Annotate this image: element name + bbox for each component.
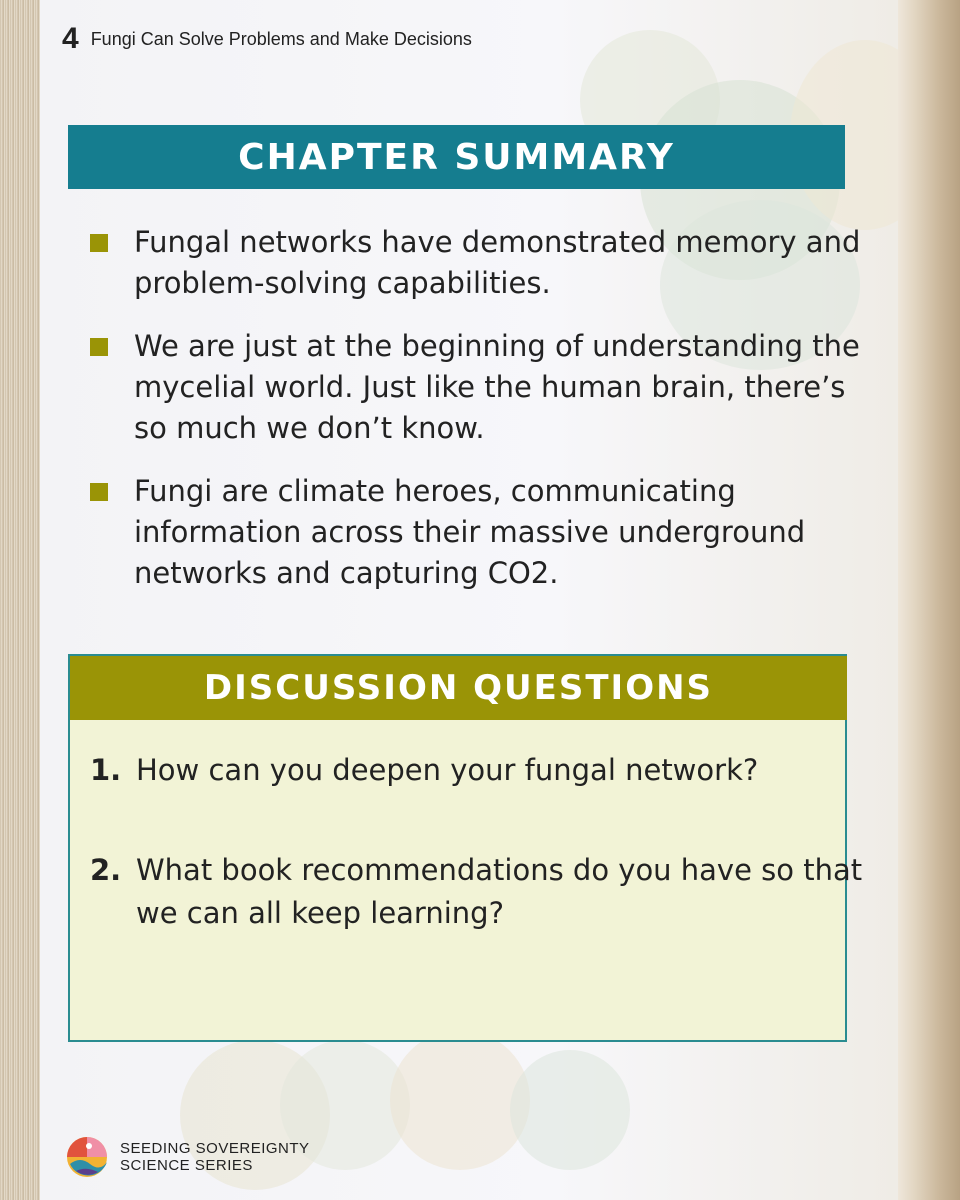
list-item — [90, 222, 870, 304]
summary-item-text: We are just at the beginning of understanding the mycelial world. Just like the human brain, there’s so much we don’t know. — [134, 329, 860, 445]
discussion-questions-heading: DISCUSSION QUESTIONS — [70, 656, 847, 720]
square-bullet-icon — [90, 483, 108, 501]
summary-item-text: Fungi are climate heroes, communicating information across their massive underground networks and capturing CO2. — [134, 474, 806, 590]
molecule-decoration — [510, 1050, 630, 1170]
book-page — [40, 0, 898, 1200]
list-item — [90, 326, 870, 449]
chapter-number: 4 — [62, 22, 79, 55]
molecule-decoration — [390, 1030, 530, 1170]
chapter-title: Fungi Can Solve Problems and Make Decisions — [90, 28, 472, 49]
question-item — [90, 849, 876, 935]
summary-item-text: Fungal networks have demonstrated memory and problem-solving capabilities. — [134, 225, 861, 300]
summary-list — [90, 222, 870, 594]
series-name — [120, 1140, 310, 1174]
question-number: 1. — [90, 753, 122, 787]
list-item — [90, 471, 870, 594]
square-bullet-icon — [90, 234, 108, 252]
square-bullet-icon — [90, 338, 108, 356]
discussion-questions-box — [68, 654, 863, 1042]
chapter-header — [62, 22, 472, 56]
book-page-curl — [890, 0, 960, 1200]
series-name-line1: SEEDING SOVEREIGNTY — [120, 1140, 310, 1157]
question-text: What book recommendations do you have so that we can all keep learning? — [136, 853, 863, 930]
question-text: How can you deepen your fungal network? — [136, 753, 759, 787]
series-footer — [66, 1136, 310, 1178]
question-item — [90, 749, 876, 792]
question-number: 2. — [90, 853, 122, 887]
chapter-summary-heading: CHAPTER SUMMARY — [68, 125, 845, 189]
series-name-line2: SCIENCE SERIES — [120, 1157, 253, 1174]
seeding-sovereignty-logo-icon — [66, 1136, 108, 1178]
